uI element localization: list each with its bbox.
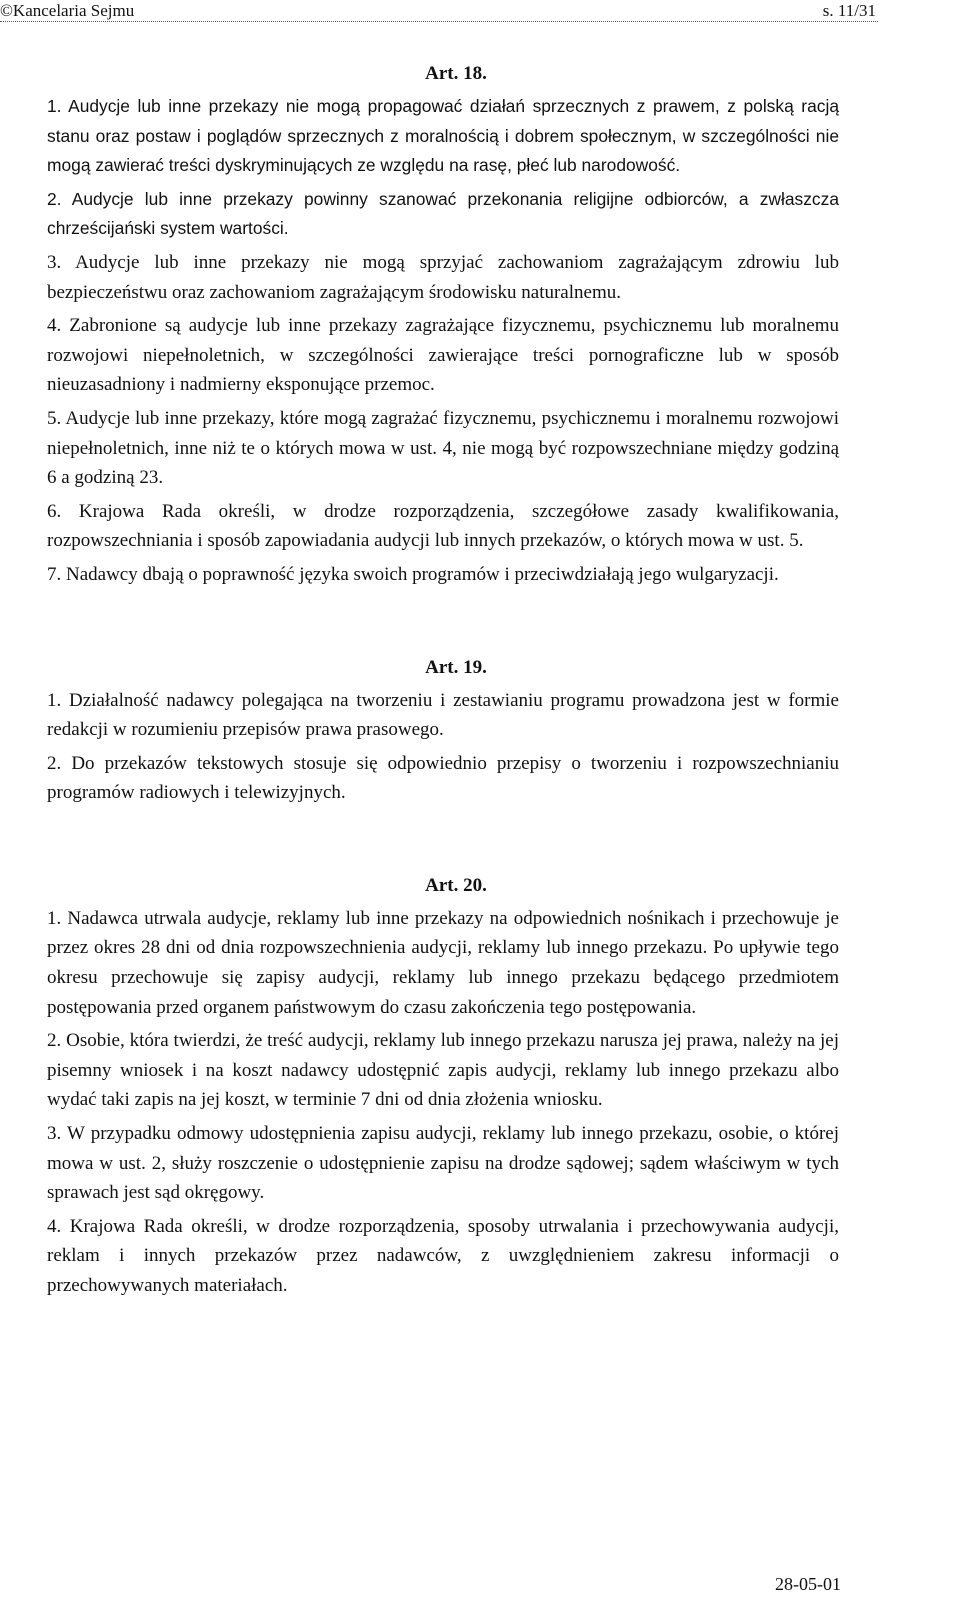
article-paragraph: 1. Audycje lub inne przekazy nie mogą propagować działań sprzecznych z prawem, z polską racją stanu oraz postaw i poglądów sprzecznych z moralnością i dobrem społecznym, w szczególności nie mogą zawierać treści dyskryminujących ze względu na rasę, płeć lub narodowość. — [47, 96, 839, 176]
article-paragraph: 4. Zabronione są audycje lub inne przekazy zagrażające fizycznemu, psychicznemu lub moralnemu rozwojowi niepełnoletnich, w szczególności zawierające treści pornograficzne lub w sposób nieuzasadniony i nadmierny eksponujące przemoc. — [47, 315, 839, 396]
header-source: ©Kancelaria Sejmu — [0, 1, 135, 20]
footer-date: 28-05-01 — [775, 1574, 841, 1594]
article-paragraph: 1. Nadawca utrwala audycje, reklamy lub inne przekazy na odpowiednich nośnikach i przechowuje je przez okres 28 dni od dnia rozpowszechnienia audycji, reklamy lub innego przekazu. Po upływie tego okresu przechowuje się zapisy audycji, reklamy lub innego przekazu będącego przedmiotem postępowania przed organem państwowym do czasu zakończenia tego postępowania. — [47, 907, 839, 1018]
section-spacer — [47, 812, 839, 868]
article-20 — [47, 868, 839, 1301]
article-title: Art. 20. — [425, 874, 487, 896]
section-spacer — [47, 594, 839, 650]
article-18 — [47, 56, 839, 590]
article-paragraph: 2. Do przekazów tekstowych stosuje się odpowiednio przepisy o tworzeniu i rozpowszechnianiu programów radiowych i telewizyjnych. — [47, 752, 839, 804]
document-body — [47, 56, 839, 1305]
page-header — [0, 0, 960, 22]
article-paragraph: 2. Osobie, która twierdzi, że treść audycji, reklamy lub innego przekazu narusza jej prawa, należy na jej pisemny wniosek i na koszt nadawcy udostępnić zapis audycji, reklamy lub innego przekazu albo wydać taki zapis na jej koszt, w terminie 7 dni od dnia złożenia wniosku. — [47, 1030, 839, 1111]
article-paragraph: 7. Nadawcy dbają o poprawność języka swoich programów i przeciwdziałają jego wulgaryzacji. — [47, 563, 779, 585]
article-paragraph: 2. Audycje lub inne przekazy powinny szanować przekonania religijne odbiorców, a zwłaszcza chrześcijański system wartości. — [47, 188, 839, 239]
article-paragraph: 4. Krajowa Rada określi, w drodze rozporządzenia, sposoby utrwalania i przechowywania audycji, reklam i innych przekazów przez nadawców, z uwzględnieniem zakresu informacji o przechowywanych materiałach. — [47, 1215, 839, 1296]
article-paragraph: 6. Krajowa Rada określi, w drodze rozporządzenia, szczegółowe zasady kwalifikowania, rozpowszechniania i sposób zapowiadania audycji lub innych przekazów, o których mowa w ust. 5. — [47, 500, 839, 552]
article-title: Art. 18. — [425, 63, 487, 84]
header-page-number: s. 11/31 — [822, 1, 876, 20]
article-19 — [47, 650, 839, 808]
article-paragraph: 5. Audycje lub inne przekazy, które mogą zagrażać fizycznemu, psychicznemu i moralnemu rozwojowi niepełnoletnich, inne niż te o których mowa w ust. 4, nie mogą być rozpowszechniane między godziną 6 a godziną 23. — [47, 407, 839, 489]
article-title: Art. 19. — [425, 656, 487, 678]
article-paragraph: 1. Działalność nadawcy polegająca na tworzeniu i zestawianiu programu prowadzona jest w formie redakcji w rozumieniu przepisów prawa prasowego. — [47, 689, 839, 741]
header-divider — [0, 21, 878, 22]
article-paragraph: 3. W przypadku odmowy udostępnienia zapisu audycji, reklamy lub innego przekazu, osobie, o której mowa w ust. 2, służy roszczenie o udostępnienie zapisu na drodze sądowej; sądem właściwym w tych sprawach jest sąd okręgowy. — [47, 1123, 839, 1204]
article-paragraph: 3. Audycje lub inne przekazy nie mogą sprzyjać zachowaniom zagrażającym zdrowiu lub bezpieczeństwu oraz zachowaniom zagrażającym środowisku naturalnemu. — [47, 251, 839, 303]
